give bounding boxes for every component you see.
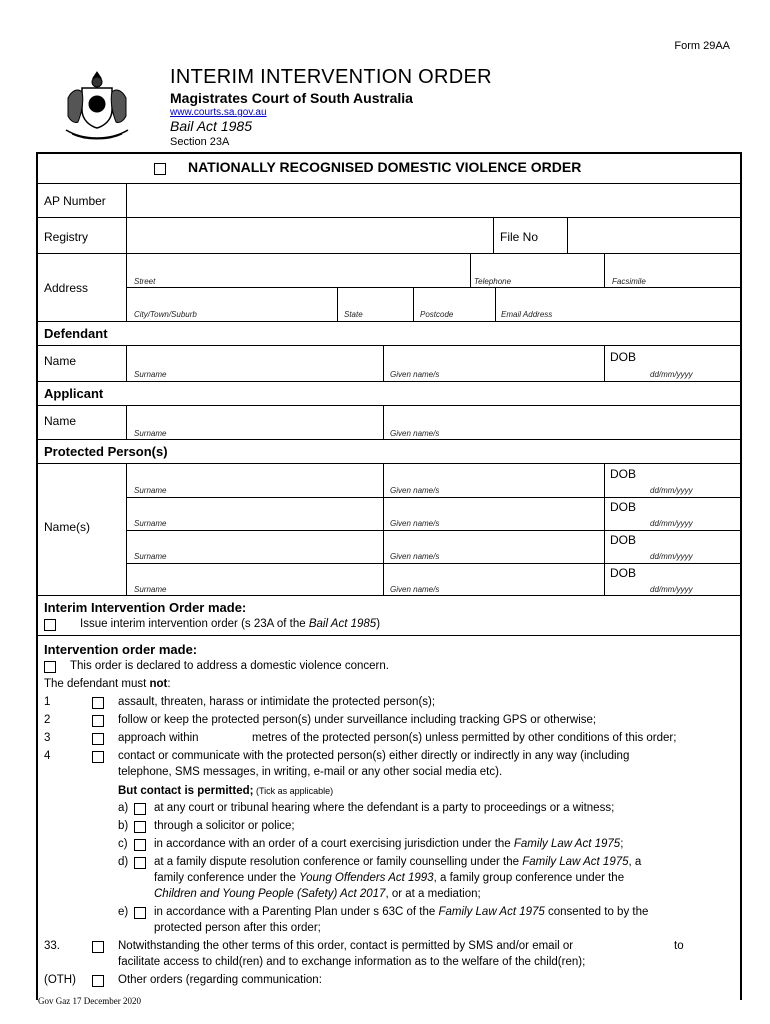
coat-of-arms-icon: [58, 68, 136, 144]
sub-e-text-line2: protected person after this order;: [154, 922, 321, 934]
email-label: Email Address: [501, 310, 553, 319]
interim-checkbox[interactable]: [44, 619, 56, 631]
intervention-order-block: [38, 636, 740, 1006]
oth-text: Other orders (regarding communication:: [118, 974, 322, 986]
oth-checkbox[interactable]: [92, 975, 104, 987]
item-3-number: 3: [44, 732, 51, 744]
header: [170, 66, 492, 148]
applicant-heading: Applicant: [44, 386, 104, 401]
item-33-number: 33.: [44, 940, 60, 952]
protected-dob-label-2: DOB: [610, 500, 637, 514]
sub-e-label: e): [118, 906, 129, 918]
ap-number-input[interactable]: [127, 184, 740, 217]
file-no-input[interactable]: [568, 218, 740, 253]
item-4-number: 4: [44, 750, 51, 762]
defendant-surname-label: Surname: [134, 370, 167, 379]
applicant-surname-label: Surname: [134, 429, 167, 438]
protected-heading-row: [38, 440, 740, 464]
postcode-label: Postcode: [420, 310, 454, 319]
protected-dob-label-3: DOB: [610, 533, 637, 547]
facsimile-label: Facsimile: [612, 277, 646, 286]
protected-given-label-3: Given name/s: [390, 552, 440, 561]
permitted-heading: But contact is permitted; (Tick as applicable): [118, 785, 334, 797]
sub-a-text: at any court or tribunal hearing where the defendant is a party to proceedings or a witness;: [154, 802, 615, 814]
protected-surname-label-1: Surname: [134, 486, 167, 495]
defendant-heading: Defendant: [44, 326, 108, 341]
ap-number-row: [38, 184, 740, 218]
item-33-text-line1: Notwithstanding the other terms of this order, contact is permitted by SMS and/or email or: [118, 940, 574, 952]
nrdvo-checkbox[interactable]: [154, 163, 166, 175]
applicant-given-label: Given name/s: [390, 429, 440, 438]
applicant-heading-row: [38, 382, 740, 406]
item-33-purpose-input[interactable]: [638, 940, 672, 954]
sub-c-text: in accordance with an order of a court exercising jurisdiction under the Family Law Act 1975;: [154, 838, 624, 850]
nrdvo-label: NATIONALLY RECOGNISED DOMESTIC VIOLENCE ORDER: [188, 159, 582, 175]
sub-b-checkbox[interactable]: [134, 821, 146, 833]
registry-label: Registry: [44, 230, 89, 244]
item-33-to: to: [674, 940, 684, 952]
must-not-text: The defendant must not:: [44, 678, 171, 690]
file-no-label: File No: [500, 230, 539, 244]
item-1-checkbox[interactable]: [92, 697, 104, 709]
form-frame: [36, 152, 742, 1000]
nrdvo-row: [38, 154, 740, 184]
protected-names-block: [38, 464, 740, 596]
item-3-metres-input[interactable]: [214, 732, 252, 746]
defendant-name-row: [38, 346, 740, 382]
address-label: Address: [44, 281, 89, 295]
item-1-number: 1: [44, 696, 51, 708]
act-name: Bail Act 1985: [170, 118, 252, 134]
court-website-link[interactable]: www.courts.sa.gov.au: [170, 107, 267, 118]
item-2-checkbox[interactable]: [92, 715, 104, 727]
defendant-name-label: Name: [44, 354, 77, 368]
sub-b-label: b): [118, 820, 129, 832]
item-1-text: assault, threaten, harass or intimidate the protected person(s);: [118, 696, 436, 708]
item-2-text: follow or keep the protected person(s) under surveillance including tracking GPS or otherwise;: [118, 714, 597, 726]
city-label: City/Town/Suburb: [134, 310, 197, 319]
item-4-text-line2: telephone, SMS messages, in writing, e-mail or any other social media etc).: [118, 766, 503, 778]
sub-c-checkbox[interactable]: [134, 839, 146, 851]
sub-c-label: c): [118, 838, 128, 850]
item-3-checkbox[interactable]: [92, 733, 104, 745]
sub-e-text-line1: in accordance with a Parenting Plan under s 63C of the Family Law Act 1975 consented to by the: [154, 906, 649, 918]
sub-a-checkbox[interactable]: [134, 803, 146, 815]
sub-a-label: a): [118, 802, 129, 814]
protected-heading: Protected Person(s): [44, 444, 168, 459]
applicant-name-label: Name: [44, 414, 77, 428]
interim-order-block: [38, 596, 740, 636]
item-3-text-post: metres of the protected person(s) unless permitted by other conditions of this order;: [252, 732, 677, 744]
protected-given-label-2: Given name/s: [390, 519, 440, 528]
form-title: INTERIM INTERVENTION ORDER: [170, 66, 492, 88]
protected-surname-label-3: Surname: [134, 552, 167, 561]
protected-dob-label-1: DOB: [610, 467, 637, 481]
street-input[interactable]: [127, 254, 469, 287]
defendant-dob-format: dd/mm/yyyy: [650, 370, 693, 379]
sub-d-text-line3: Children and Young People (Safety) Act 2017, or at a mediation;: [154, 888, 481, 900]
oth-number: (OTH): [44, 974, 76, 986]
item-2-number: 2: [44, 714, 51, 726]
sub-d-text-line1: at a family dispute resolution conference or family counselling under the Family Law Act 1975, a: [154, 856, 642, 868]
item-4-checkbox[interactable]: [92, 751, 104, 763]
defendant-heading-row: [38, 322, 740, 346]
intervention-heading: Intervention order made:: [44, 642, 198, 657]
protected-given-label-4: Given name/s: [390, 585, 440, 594]
street-label: Street: [134, 277, 156, 286]
sub-d-checkbox[interactable]: [134, 857, 146, 869]
protected-dob-format-4: dd/mm/yyyy: [650, 585, 693, 594]
item-3-text-pre: approach within: [118, 732, 199, 744]
protected-surname-label-4: Surname: [134, 585, 167, 594]
ap-number-label: AP Number: [44, 194, 106, 208]
declared-text: This order is declared to address a domestic violence concern.: [70, 660, 389, 672]
sub-b-text: through a solicitor or police;: [154, 820, 295, 832]
item-33-text-line2: facilitate access to child(ren) and to exchange information as to the welfare of the child(ren);: [118, 956, 586, 968]
protected-names-label: Name(s): [44, 520, 91, 534]
protected-dob-format-2: dd/mm/yyyy: [650, 519, 693, 528]
registry-input[interactable]: [127, 218, 493, 253]
applicant-name-row: [38, 406, 740, 440]
item-4-text-line1: contact or communicate with the protected person(s) either directly or indirectly in any way (including: [118, 750, 630, 762]
item-33-checkbox[interactable]: [92, 941, 104, 953]
sub-d-label: d): [118, 856, 129, 868]
interim-item-text: Issue interim intervention order (s 23A of the Bail Act 1985): [80, 618, 381, 630]
defendant-given-label: Given name/s: [390, 370, 440, 379]
sub-e-checkbox[interactable]: [134, 907, 146, 919]
form-number: Form 29AA: [674, 40, 730, 52]
defendant-dob-label: DOB: [610, 350, 637, 364]
telephone-label: Telephone: [474, 277, 512, 286]
protected-given-label-1: Given name/s: [390, 486, 440, 495]
gazette-footer: Gov Gaz 17 December 2020: [38, 996, 141, 1006]
protected-surname-label-2: Surname: [134, 519, 167, 528]
interim-heading: Interim Intervention Order made:: [44, 600, 247, 615]
protected-dob-format-1: dd/mm/yyyy: [650, 486, 693, 495]
court-name: Magistrates Court of South Australia: [170, 90, 413, 106]
protected-dob-format-3: dd/mm/yyyy: [650, 552, 693, 561]
sub-d-text-line2: family conference under the Young Offenders Act 1993, a family group conference under the: [154, 872, 625, 884]
protected-dob-label-4: DOB: [610, 566, 637, 580]
address-row: [38, 254, 740, 322]
declared-checkbox[interactable]: [44, 661, 56, 673]
section-name: Section 23A: [170, 136, 230, 148]
state-label: State: [344, 310, 363, 319]
registry-row: [38, 218, 740, 254]
